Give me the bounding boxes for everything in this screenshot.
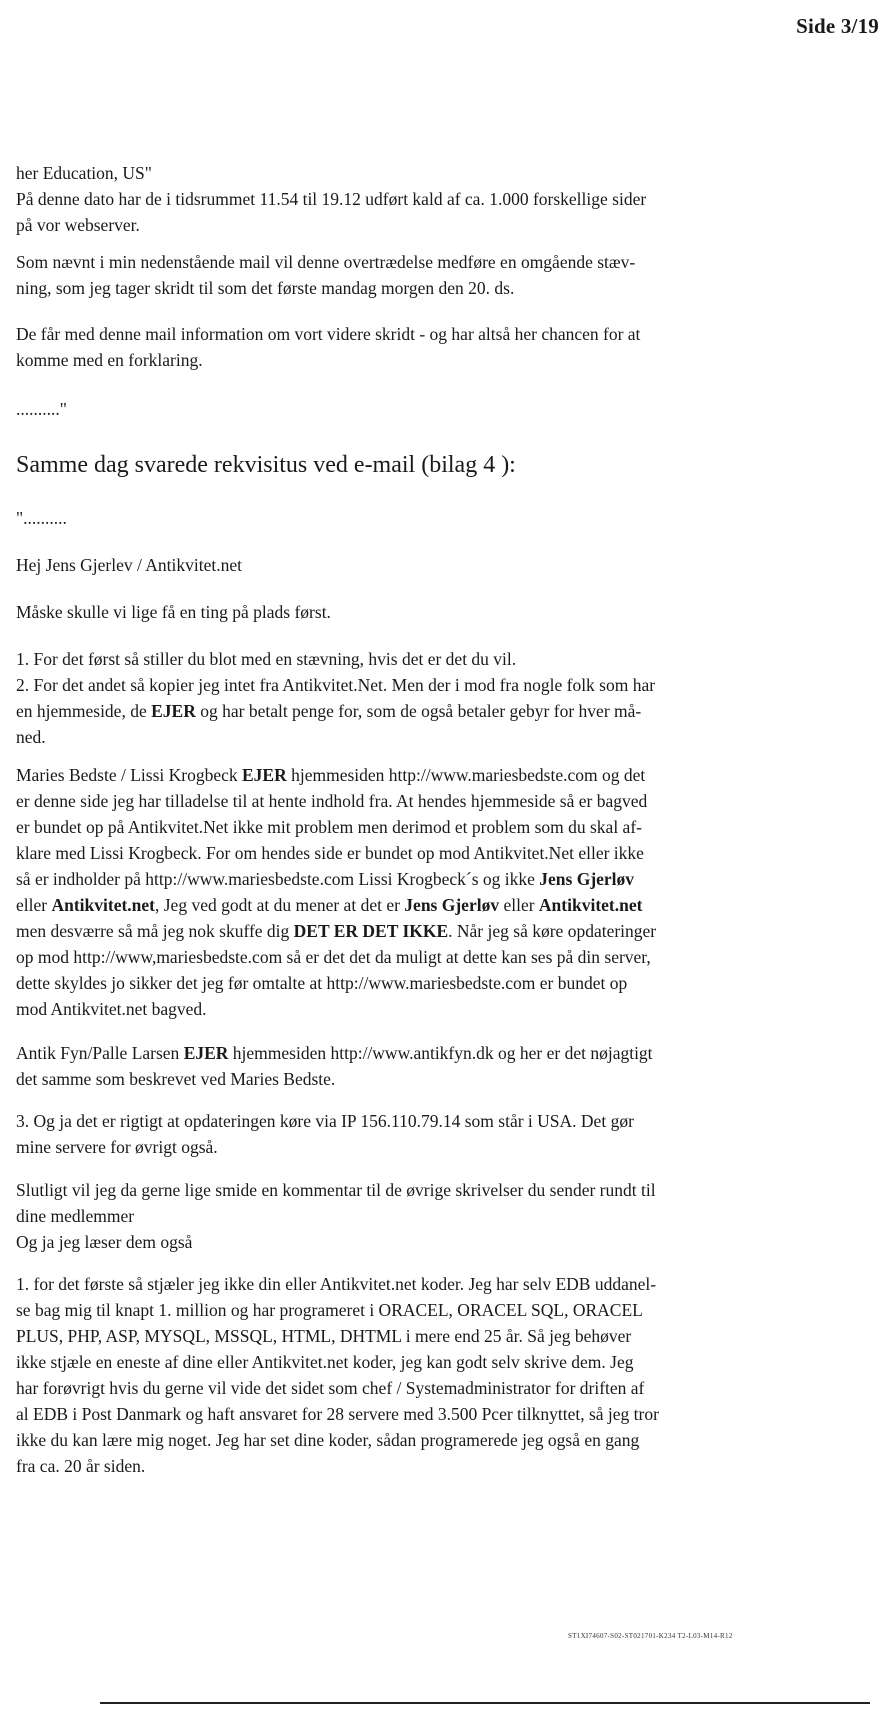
- text-line: komme med en forklaring.: [16, 350, 203, 370]
- text-line: ..........": [16, 399, 67, 419]
- text-line: Og ja jeg læser dem også: [16, 1232, 193, 1252]
- text-line: dette skyldes jo sikker det jeg før omtalte at http://www.mariesbedste.com er bundet op: [16, 973, 628, 993]
- closing-paragraph: [16, 1177, 806, 1255]
- text-line: "..........: [16, 508, 67, 528]
- text-line: al EDB i Post Danmark og haft ansvaret for 28 servere med 3.500 Pcer tilknyttet, så jeg tror: [16, 1404, 659, 1424]
- paragraph-antik-fyn: [16, 1040, 806, 1092]
- text-line: PLUS, PHP, ASP, MYSQL, MSSQL, HTML, DHTML i mere end 25 år. Så jeg behøver: [16, 1326, 632, 1346]
- text-line: det samme som beskrevet ved Maries Bedste.: [16, 1069, 336, 1089]
- intro-paragraph: [16, 599, 806, 625]
- emphasis: Antikvitet.net: [51, 895, 155, 915]
- emphasis: Jens Gjerløv: [404, 895, 500, 915]
- emphasis: EJER: [183, 1043, 229, 1063]
- text-line: ned.: [16, 727, 46, 747]
- paragraph-complaint-end: [16, 160, 806, 238]
- text-line: en hjemmeside, de EJER og har betalt penge for, som de også betaler gebyr for hver må-: [16, 701, 642, 721]
- text-line: op mod http://www,mariesbedste.com så er det det da muligt at dette kan ses på din server,: [16, 947, 651, 967]
- numbered-points-1-2: [16, 646, 806, 750]
- emphasis: EJER: [151, 701, 196, 721]
- paragraph-lawsuit-notice: [16, 249, 806, 301]
- text-line: dine medlemmer: [16, 1206, 135, 1226]
- text-line: Slutligt vil jeg da gerne lige smide en kommentar til de øvrige skrivelser du sender rundt til: [16, 1180, 656, 1200]
- text-line: ikke du kan lære mig noget. Jeg har set dine koder, sådan programerede jeg også en gang: [16, 1430, 640, 1450]
- text-line: fra ca. 20 år siden.: [16, 1456, 146, 1476]
- text-line: er denne side jeg har tilladelse til at hente indhold fra. At hendes hjemmeside så er bagved: [16, 791, 648, 811]
- text-line: 1. for det første så stjæler jeg ikke din eller Antikvitet.net koder. Jeg har selv EDB uddanel-: [16, 1274, 657, 1294]
- page-number: Side 3/19: [796, 14, 879, 38]
- paragraph-maries-bedste: [16, 762, 806, 1022]
- text-line: se bag mig til knapt 1. million og har programeret i ORACEL, ORACEL SQL, ORACEL: [16, 1300, 643, 1320]
- text-line: mine servere for øvrigt også.: [16, 1137, 218, 1157]
- emphasis: Antikvitet.net: [538, 895, 643, 915]
- text-line: ikke stjæle en eneste af dine eller Antikvitet.net koder, jeg kan godt selv skrive dem. Jeg: [16, 1352, 634, 1372]
- text-line: 2. For det andet så kopier jeg intet fra Antikvitet.Net. Men der i mod fra nogle folk som har: [16, 675, 656, 695]
- text-line: eller Antikvitet.net, Jeg ved godt at du mener at det er Jens Gjerløv eller Antikvitet.net: [16, 895, 643, 915]
- text-line: Antik Fyn/Palle Larsen EJER hjemmesiden http://www.antikfyn.dk og her er det nøjagtigt: [16, 1043, 653, 1063]
- divider: [100, 1702, 870, 1704]
- text-line: Maries Bedste / Lissi Krogbeck EJER hjemmesiden http://www.mariesbedste.com og det: [16, 765, 646, 785]
- paragraph-next-steps: [16, 321, 806, 373]
- emphasis: DET ER DET IKKE: [293, 921, 449, 941]
- numbered-point-3: [16, 1108, 806, 1160]
- text-line: ning, som jeg tager skridt til som det første mandag morgen den 20. ds.: [16, 278, 515, 298]
- text-line: klare med Lissi Krogbeck. For om hendes side er bundet op mod Antikvitet.Net eller ikke: [16, 843, 644, 863]
- text-line: er bundet op på Antikvitet.Net ikke mit problem men derimod et problem som du skal af-: [16, 817, 642, 837]
- quote-open: [16, 505, 806, 531]
- text-line: Som nævnt i min nedenstående mail vil denne overtrædelse medføre en omgående stæv-: [16, 252, 636, 272]
- text-line: så er indholder på http://www.mariesbedste.com Lissi Krogbeck´s og ikke Jens Gjerløv: [16, 869, 635, 889]
- text-line: På denne dato har de i tidsrummet 11.54 til 19.12 udført kald af ca. 1.000 forskellige sider: [16, 189, 647, 209]
- quote-close: [16, 396, 806, 422]
- text-line: har forøvrigt hvis du gerne vil vide det sidet som chef / Systemadministrator for driften af: [16, 1378, 645, 1398]
- text-line: Hej Jens Gjerlev / Antikvitet.net: [16, 555, 242, 575]
- text-line: 1. For det først så stiller du blot med en stævning, hvis det er det du vil.: [16, 649, 517, 669]
- text-line: De får med denne mail information om vort videre skridt - og har altså her chancen for at: [16, 324, 641, 344]
- text-line: mod Antikvitet.net bagved.: [16, 999, 207, 1019]
- text-line: Måske skulle vi lige få en ting på plads først.: [16, 602, 331, 622]
- emphasis: Jens Gjerløv: [539, 869, 635, 889]
- final-paragraph: [16, 1271, 806, 1479]
- text-line: her Education, US": [16, 163, 152, 183]
- section-heading: Samme dag svarede rekvisitus ved e-mail (bilag 4 ):: [16, 452, 516, 478]
- text-line: på vor webserver.: [16, 215, 140, 235]
- text-line: men desværre så må jeg nok skuffe dig DET ER DET IKKE. Når jeg så køre opdateringer: [16, 921, 657, 941]
- greeting: [16, 552, 806, 578]
- document-code: ST1XI74607-S02-ST021701-K234 T2-L03-M14-R12: [568, 1632, 733, 1640]
- text-line: 3. Og ja det er rigtigt at opdateringen køre via IP 156.110.79.14 som står i USA. Det gør: [16, 1111, 634, 1131]
- emphasis: EJER: [242, 765, 287, 785]
